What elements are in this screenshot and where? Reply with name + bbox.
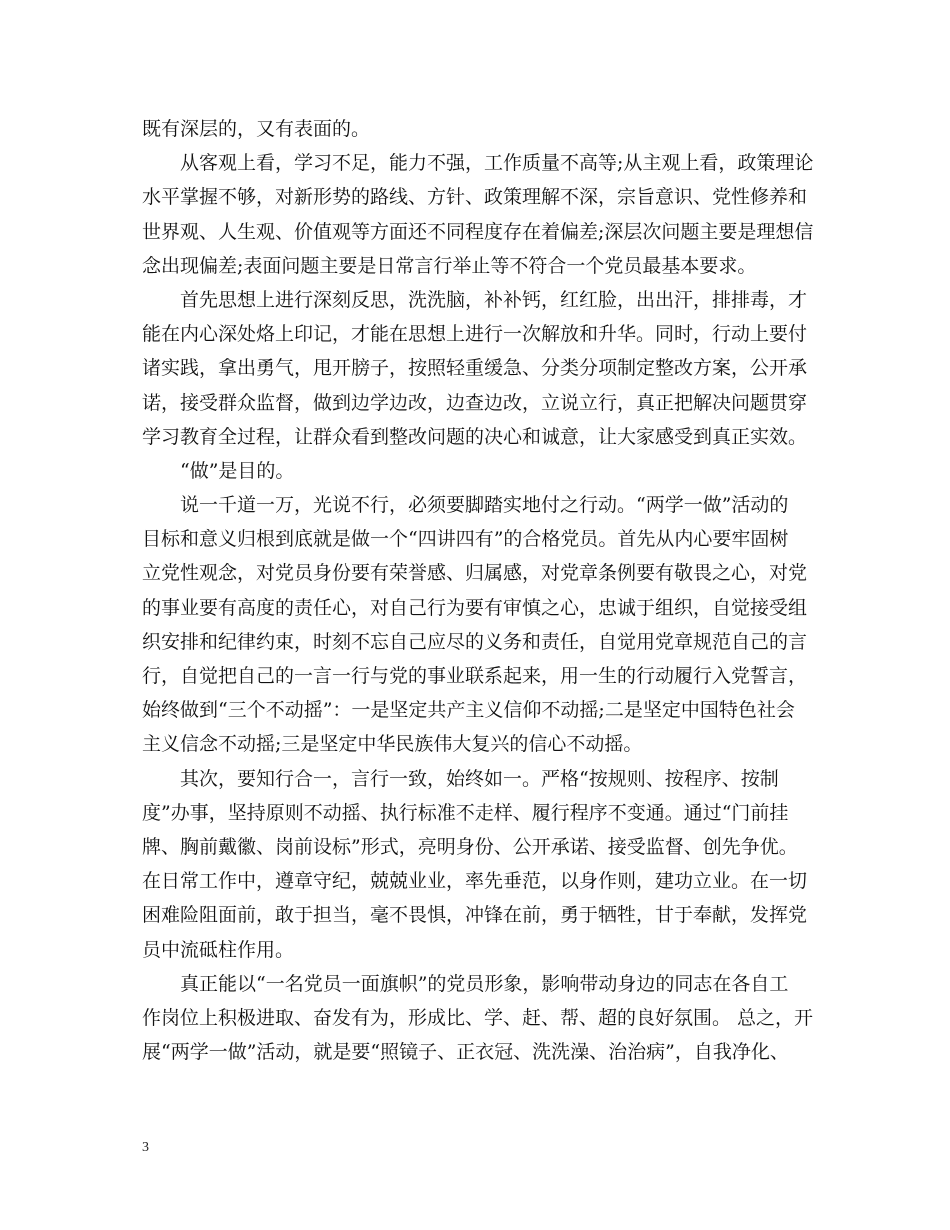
text-line: 主义信念不动摇;三是坚定中华民族伟大复兴的信心不动摇。 xyxy=(142,733,643,756)
text-line: 目标和意义归根到底就是做一个“四讲四有”的合格党员。首先从内心要牢固树 xyxy=(142,528,789,551)
text-line: 牌、胸前戴徽、岗前设标”形式，亮明身份、公开承诺、接受监督、创先争优。 xyxy=(142,835,798,858)
text-line: 学习教育全过程，让群众看到整改问题的决心和诚意，让大家感受到真正实效。 xyxy=(142,425,808,448)
text-line: 的事业要有高度的责任心，对自己行为要有审慎之心，忠诚于组织，自觉接受组 xyxy=(142,596,808,619)
text-line: 困难险阻面前，敢于担当，毫不畏惧，冲锋在前，勇于牺牲，甘于奉献，发挥党 xyxy=(142,904,808,927)
text-line: 立党性观念，对党员身份要有荣誉感、归属感，对党章条例要有敬畏之心，对党 xyxy=(142,562,808,585)
body-text xyxy=(142,112,812,1069)
text-line: 作岗位上积极进取、奋发有为，形成比、学、赶、帮、超的良好氛围。 总之，开 xyxy=(142,1006,814,1029)
text-line: 展“两学一做”活动，就是要“照镜子、正衣冠、洗洗澡、治治病”，自我净化、 xyxy=(142,1041,789,1064)
text-line: 世界观、人生观、价值观等方面还不同程度存在着偏差;深层次问题主要是理想信 xyxy=(142,220,814,243)
text-line: 水平掌握不够，对新形势的路线、方针、政策理解不深，宗旨意识、党性修养和 xyxy=(142,186,808,209)
paragraph-start-line: 从客观上看，学习不足，能力不强，工作质量不高等;从主观上看，政策理论 xyxy=(180,152,814,175)
section-heading-line: “做”是目的。 xyxy=(180,459,295,482)
text-line: 在日常工作中，遵章守纪，兢兢业业，率先垂范，以身作则，建功立业。在一切 xyxy=(142,870,808,893)
text-line: 念出现偏差;表面问题主要是日常言行举止等不符合一个党员最基本要求。 xyxy=(142,254,757,277)
paragraph-start-line: 其次，要知行合一，言行一致，始终如一。严格“按规则、按程序、按制 xyxy=(180,767,779,790)
text-line: 诸实践，拿出勇气，甩开膀子，按照轻重缓急、分类分项制定整改方案，公开承 xyxy=(142,357,808,380)
text-line: 度”办事，坚持原则不动摇、执行标准不走样、履行程序不变通。通过“门前挂 xyxy=(142,801,789,824)
text-line: 员中流砥柱作用。 xyxy=(142,938,295,961)
text-line: 织安排和纪律约束，时刻不忘自己应尽的义务和责任，自觉用党章规范自己的言 xyxy=(142,630,808,653)
page-number: 3 xyxy=(142,1140,149,1155)
text-line: 诺，接受群众监督，做到边学边改，边查边改，立说立行，真正把解决问题贯穿 xyxy=(142,391,808,414)
text-line: 能在内心深处烙上印记，才能在思想上进行一次解放和升华。同时，行动上要付 xyxy=(142,323,808,346)
paragraph-start-line: 说一千道一万，光说不行，必须要脚踏实地付之行动。“两学一做”活动的 xyxy=(180,494,789,517)
text-line: 既有深层的，又有表面的。 xyxy=(142,118,371,140)
text-line: 行，自觉把自己的一言一行与党的事业联系起来，用一生的行动履行入党誓言， xyxy=(142,665,808,687)
text-line: 始终做到“三个不动摇”：一是坚定共产主义信仰不动摇;二是坚定中国特色社会 xyxy=(142,699,795,722)
paragraph-start-line: 真正能以“一名党员一面旗帜”的党员形象，影响带动身边的同志在各自工 xyxy=(180,972,789,995)
paragraph-start-line: 首先思想上进行深刻反思，洗洗脑，补补钙，红红脸，出出汗，排排毒，才 xyxy=(180,288,808,311)
